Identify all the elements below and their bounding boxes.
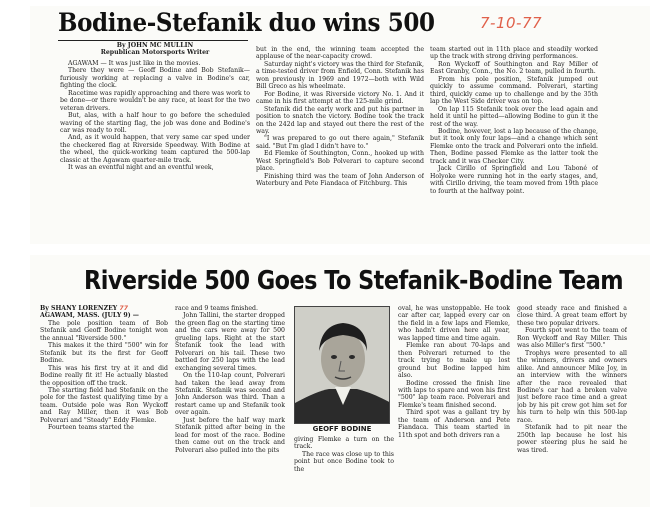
bottom-article-column-5 bbox=[517, 305, 627, 505]
dateline: AGAWAM, MASS. (JULY 9) — bbox=[40, 312, 139, 320]
paragraph: giving Flemke a turn on the track. bbox=[294, 436, 394, 451]
paragraph: The race was close up to this point but once Bodine took to the bbox=[294, 450, 394, 473]
paragraph: Just before the half way mark Stefanik pitted after being in the lead for most of the race. Bodine then came out on the track and Polverari also pulled into the pits bbox=[175, 416, 285, 454]
paragraph: There they were — Geoff Bodine and Bob Stefanik—furiously working at replacing a valve in Bodine's car, fighting the clock. bbox=[60, 67, 250, 90]
bottom-byline bbox=[40, 305, 168, 312]
paragraph: Trophys were presented to all the winners, drivers and owners alike. And announcer Mike Joy, in an interview with the winners after the race revealed that Bodine's car had a broken valve just before race time and a great job by his pit crew got him set for his turn to help win this 500-lap race. bbox=[517, 349, 627, 424]
top-byline: By JOHN MC MULLIN bbox=[116, 42, 194, 49]
paragraph: The starting field had Stefanik on the pole for the fastest qualifying time by a team. Outside pole was Ron Wyckoff and Ray Miller, then it was Bob Polverari and "Steady" Eddy Flemke. bbox=[40, 386, 168, 424]
bottom-article-column-4 bbox=[398, 305, 510, 505]
bottom-byline-handwritten: 77 bbox=[119, 305, 129, 312]
paragraph: but in the end, the winning team accepted the applause of the near-capacity crowd. bbox=[256, 46, 424, 61]
top-article-headline: Bodine-Stefanik duo wins 500 bbox=[58, 8, 435, 37]
bottom-article-column-3 bbox=[294, 436, 394, 504]
paragraph: team started out in 11th place and steadily worked up the track with strong driving performances. bbox=[430, 46, 598, 61]
photo-caption: GEOFF BODINE bbox=[312, 425, 372, 433]
top-byline-title: Republican Motorsports Writer bbox=[100, 49, 210, 57]
paragraph: Racetime was rapidly approaching and there was work to be done—or there wouldn't be any race, at least for the two veteran drivers. bbox=[60, 89, 250, 112]
paragraph: On lap 115 Stefanik took over the lead again and held it until he pitted—allowing Bodine to gun it the rest of the way. bbox=[430, 105, 598, 128]
paragraph: Ed Flemke of Southington, Conn., hooked up with West Springfield's Bob Polverari to capture second place. bbox=[256, 150, 424, 173]
bottom-article-headline: Riverside 500 Goes To Stefanik-Bodine Team bbox=[84, 266, 624, 296]
paragraph: This makes it the third "500" win for Stefanik but its the first for Geoff Bodine. bbox=[40, 342, 168, 365]
paragraph: Bodine, however, lost a lap because of the change, but it took only four laps—and a change which sent Flemke onto the track and Polverari onto the infield. Then, Bodine passed Flemke as the latter took the track and it was Checker City. bbox=[430, 127, 598, 165]
top-article-column-3 bbox=[430, 46, 598, 200]
bottom-article-column-1 bbox=[40, 305, 168, 505]
paragraph: race and 9 teams finished. bbox=[175, 305, 258, 312]
paragraph: For Bodine, it was Riverside victory No. 1. And it came in his first attempt at the 125-mile grind. bbox=[256, 90, 424, 106]
paragraph: It was an eventful night and an eventful week, bbox=[68, 164, 214, 172]
paragraph: Stefanik did the early work and put his partner in position to snatch the victory. Bodine took the track on the 242d lap and stayed out there the rest of the way. bbox=[256, 105, 424, 135]
bottom-article-column-2 bbox=[175, 305, 285, 505]
paragraph: Saturday night's victory was the third for Stefanik, a time-tested driver from Enfield, Conn. Stefanik has won previously in 1969 and 1972—both with Wild Bill Greco as his wheelmate. bbox=[256, 60, 424, 91]
driver-photo bbox=[294, 306, 390, 424]
top-article-column-2 bbox=[256, 46, 424, 232]
top-article-column-1 bbox=[60, 42, 250, 238]
paragraph: On the 110-lap count, Polverari had taken the lead away from Stefanik. Stefanik was second and John Anderson was third. Than a restart came up and Stefanik took over again. bbox=[175, 372, 285, 417]
headline-rule bbox=[58, 40, 248, 41]
paragraph: AGAWAM — It was just like in the movies. bbox=[68, 59, 201, 67]
handwritten-date: 7-10-77 bbox=[480, 14, 543, 32]
paragraph: But, alas, with a half hour to go before the scheduled waving of the starting flag, the job was done and Bodine's car was ready to roll. bbox=[60, 112, 250, 134]
paragraph: Flemke ran about 70-laps and then Polverari returned to the track trying to make up lost ground but Bodine lapped him also. bbox=[398, 342, 510, 380]
paragraph: Ron Wyckoff of Southington and Ray Miller of East Granby, Conn., the No. 2 team, pulled in fourth. bbox=[430, 60, 598, 76]
paragraph: Jack Cirillo of Springfield and Lou Taboné of Holyoke were running hot in the early stages, and, with Cirillo driving, the team moved from 19th place to fourth at the halfway point. bbox=[430, 165, 598, 195]
driver-portrait bbox=[295, 307, 390, 424]
paragraph: "I was prepared to go out there again," Stefanik said. "But I'm glad I didn't have to." bbox=[256, 135, 424, 150]
paragraph: Finishing third was the team of John Anderson of Waterbury and Pete Fiandaca of Fitchburg. This bbox=[256, 172, 424, 188]
paragraph: Bodine crossed the finish line with laps to spare and won his first "500" lap team race. Polverari and Flemke's team finished second. bbox=[398, 379, 510, 409]
bottom-byline-name: By SHANY LORENZEY bbox=[40, 305, 118, 312]
paragraph: Stefanik had to pit near the 250th lap because he lost his power steering plus he said he was tired. bbox=[517, 424, 627, 454]
paragraph: From his pole position, Stefanik jumped out quickly to assume command. Polverari, starting third, quickly came up to challenge and by the 35th lap the West Side driver was on top. bbox=[430, 75, 598, 106]
paragraph: The pole position team of Bob Stefanik and Geoff Bodine tonight won the annual "Riverside 500." bbox=[40, 319, 168, 342]
paragraph: This was his first try at it and did Bodine really fit it! He actually blasted the opposition off the track. bbox=[40, 364, 168, 387]
paragraph: Fourth spot went to the team of Ron Wyckoff and Ray Miller. This was also Miller's first "500." bbox=[517, 327, 627, 350]
paragraph: John Tallini, the starter dropped the green flag on the starting time and the cars were away for 500 grueling laps. Right at the start Stefanik took the lead with Polverari on his tail. These two battled for 250 laps with the lead exchanging several times. bbox=[175, 312, 285, 372]
paragraph: Fourteen teams started the bbox=[48, 424, 134, 432]
paragraph: oval, he was unstoppable. He took car after car, lapped every car on the field in a few laps and Flemke, who hadn't driven here all year, was lapped time and time again. bbox=[398, 305, 510, 342]
paragraph: Third spot was a gallant try by the team of Anderson and Pete Fiandaca. This team started in 11th spot and both drivers ran a bbox=[398, 409, 510, 439]
paragraph: And, as it would happen, that very same car sped under the checkered flag at Riverside Speedway. With Bodine at the wheel, the quick-working team captured the 500-lap classic at the Agawam quarter-mile track. bbox=[60, 134, 250, 164]
paragraph: good steady race and finished a close third. A great team effort by these two popular drivers. bbox=[517, 305, 627, 327]
